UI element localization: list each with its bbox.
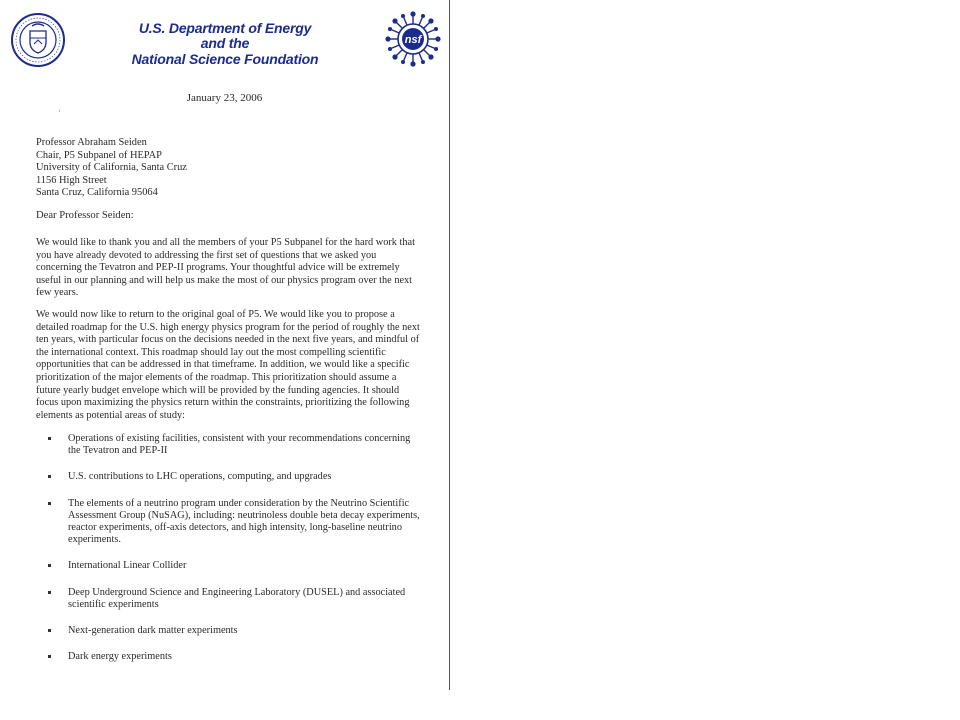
letterhead-line-1: U.S. Department of Energy — [138, 20, 312, 36]
list-item-line: International Linear Collider — [68, 560, 187, 572]
list-item-line: reactor experiments, off-axis detectors, and high intensity, long-baseline neutrino — [68, 522, 402, 534]
paragraph-line: you have already devoted to addressing the first set of questions that we asked you — [36, 249, 377, 261]
paragraph-line: concerning the Tevatron and PEP-II programs. Your thoughtful advice will be extremely — [36, 262, 400, 274]
paragraph-line: focus upon maximizing the physics return within the constraints, prioritizing the following — [36, 397, 410, 409]
paragraph-line: We would like to thank you and all the members of your P5 Subpanel for the hard work that — [36, 237, 415, 248]
list-item-line: Next-generation dark matter experiments — [68, 625, 238, 637]
list-item — [48, 433, 434, 457]
paragraph-line: useful in our planning and will help us make the most of our physics program over the next — [36, 274, 413, 286]
bullet-square-icon — [48, 564, 51, 567]
paragraph-line: future yearly budget envelope which will be provided by the funding agencies. It should — [36, 384, 400, 396]
paragraph-line: We would now like to return to the original goal of P5. We would like you to propose a — [36, 309, 395, 320]
paragraph-line: opportunities that can be addressed in that timeframe. In addition, we would like a specific — [36, 359, 410, 371]
salutation: Dear Professor Seiden: — [36, 210, 134, 221]
list-item-line: U.S. contributions to LHC operations, computing, and upgrades — [68, 471, 332, 483]
paragraph-line: prioritization of the major elements of the roadmap. This prioritization should assume a — [36, 371, 397, 383]
paragraph-line: ten years, with particular focus on the decisions needed in the next five years, and mindful of — [36, 334, 420, 346]
list-item-line: Deep Underground Science and Engineering Laboratory (DUSEL) and associated — [68, 586, 406, 598]
address-line: University of California, Santa Cruz — [36, 162, 187, 174]
paragraph-roadmap — [36, 309, 434, 422]
list-item — [48, 498, 434, 547]
bullet-square-icon — [48, 629, 51, 632]
list-item — [48, 587, 434, 611]
bullet-square-icon — [48, 437, 51, 440]
list-item — [48, 471, 434, 483]
study-areas-list — [48, 433, 434, 663]
letter-page — [0, 0, 450, 690]
bullet-square-icon — [48, 475, 51, 478]
recipient-address — [36, 137, 187, 200]
stray-mark: · — [58, 106, 61, 116]
list-item — [48, 625, 434, 637]
list-item-line: experiments. — [68, 534, 121, 546]
paragraph-line: elements as potential areas of study: — [36, 409, 185, 421]
paragraph-line: few years. — [36, 287, 79, 299]
bullet-square-icon — [48, 502, 51, 505]
list-item — [48, 560, 434, 572]
paragraph-thanks — [36, 237, 434, 300]
nsf-logo-icon — [384, 10, 442, 68]
list-item-line: scientific experiments — [68, 598, 159, 610]
address-line: 1156 High Street — [36, 174, 107, 186]
list-item — [48, 651, 434, 663]
doe-seal-icon — [10, 12, 66, 68]
list-item-line: Dark energy experiments — [68, 651, 172, 663]
paragraph-line: detailed roadmap for the U.S. high energy physics program for the period of roughly the next — [36, 321, 420, 333]
letterhead-line-2: and the — [200, 35, 250, 51]
paragraph-line: the international context. This roadmap should lay out the most compelling scientific — [36, 346, 386, 358]
list-item-line: Operations of existing facilities, consistent with your recommendations concerning — [68, 433, 411, 444]
address-line: Santa Cruz, California 95064 — [36, 187, 158, 199]
letterhead-line-3: National Science Foundation — [131, 51, 319, 67]
bullet-square-icon — [48, 655, 51, 658]
list-item-line: the Tevatron and PEP-II — [68, 445, 168, 457]
list-item-line: Assessment Group (NuSAG), including: neutrinoless double beta decay experiments, — [68, 509, 420, 521]
letter-date: January 23, 2006 — [186, 92, 263, 104]
address-line: Chair, P5 Subpanel of HEPAP — [36, 149, 162, 161]
address-line: Professor Abraham Seiden — [36, 137, 147, 148]
svg-text:nsf: nsf — [404, 34, 422, 46]
list-item-line: The elements of a neutrino program under consideration by the Neutrino Scientific — [68, 497, 410, 509]
bullet-square-icon — [48, 591, 51, 594]
